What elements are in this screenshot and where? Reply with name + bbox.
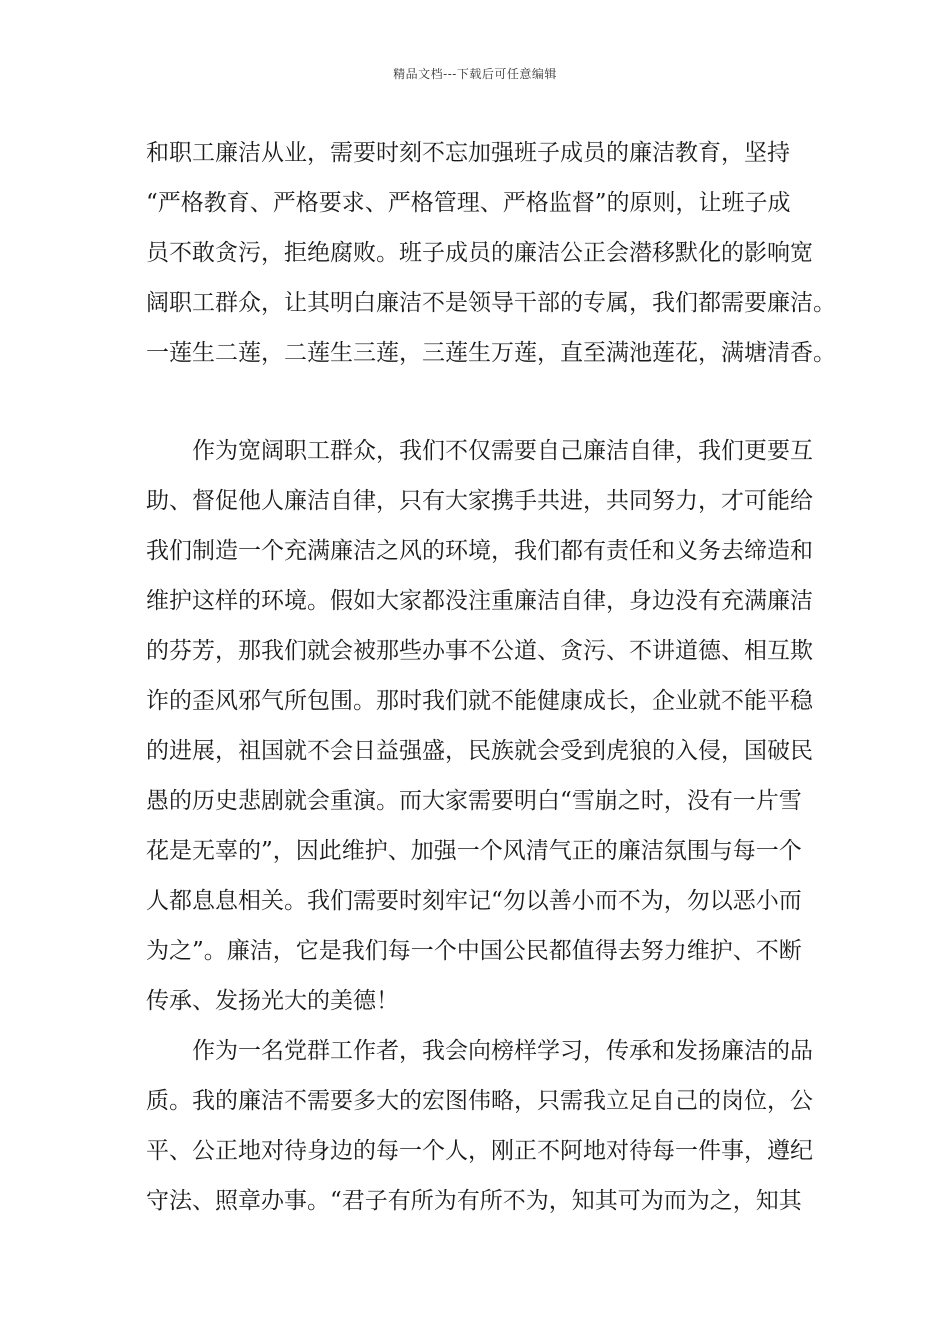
text-line: 人都息息相关。我们需要时刻牢记“勿以善小而不为，勿以恶小而: [146, 888, 802, 914]
text-line: 作为一名党群工作者，我会向榜样学习，传承和发扬廉洁的品: [192, 1038, 813, 1064]
text-line: 传承、发扬光大的美德！: [146, 988, 399, 1014]
text-line: 诈的歪风邪气所包围。那时我们就不能健康成长，企业就不能平稳: [146, 688, 813, 714]
text-line: 阔职工群众，让其明白廉洁不是领导干部的专属，我们都需要廉洁。: [146, 290, 836, 316]
paragraph-gap: [146, 378, 826, 426]
text-line: 的进展，祖国就不会日益强盛，民族就会受到虎狼的入侵，国破民: [146, 738, 813, 764]
text-line: 维护这样的环境。假如大家都没注重廉洁自律，身边没有充满廉洁: [146, 588, 813, 614]
text-line: 质。我的廉洁不需要多大的宏图伟略，只需我立足自己的岗位，公: [146, 1088, 813, 1114]
paragraph: [146, 128, 836, 378]
text-line: 员不敢贪污，拒绝腐败。班子成员的廉洁公正会潜移默化的影响宽: [146, 240, 813, 266]
page-header: 精品文档---下载后可任意编辑: [393, 67, 557, 81]
text-line: 为之”。廉洁，它是我们每一个中国公民都值得去努力维护、不断: [146, 938, 802, 964]
text-line: 我们制造一个充满廉洁之风的环境，我们都有责任和义务去缔造和: [146, 538, 813, 564]
text-line: 愚的历史悲剧就会重演。而大家需要明白“雪崩之时，没有一片雪: [146, 788, 802, 814]
document-body: [146, 128, 836, 1226]
text-line: 平、公正地对待身边的每一个人，刚正不阿地对待每一件事，遵纪: [146, 1138, 813, 1164]
text-line: 守法、照章办事。“君子有所为有所不为，知其可为而为之，知其: [146, 1188, 802, 1214]
text-line: 助、督促他人廉洁自律，只有大家携手共进，共同努力，才可能给: [146, 488, 813, 514]
paragraph: [146, 426, 826, 1026]
text-line: 作为宽阔职工群众，我们不仅需要自己廉洁自律，我们更要互: [192, 438, 813, 464]
text-line: “严格教育、严格要求、严格管理、严格监督”的原则，让班子成: [146, 190, 791, 216]
text-line: 花是无辜的”，因此维护、加强一个风清气正的廉洁氛围与每一个: [146, 838, 802, 864]
text-line: 和职工廉洁从业，需要时刻不忘加强班子成员的廉洁教育，坚持: [146, 140, 790, 166]
paragraph: [146, 1026, 826, 1226]
text-line: 的芬芳，那我们就会被那些办事不公道、贪污、不讲道德、相互欺: [146, 638, 813, 664]
text-line: 一莲生二莲，二莲生三莲，三莲生万莲，直至满池莲花，满塘清香。: [146, 340, 836, 366]
